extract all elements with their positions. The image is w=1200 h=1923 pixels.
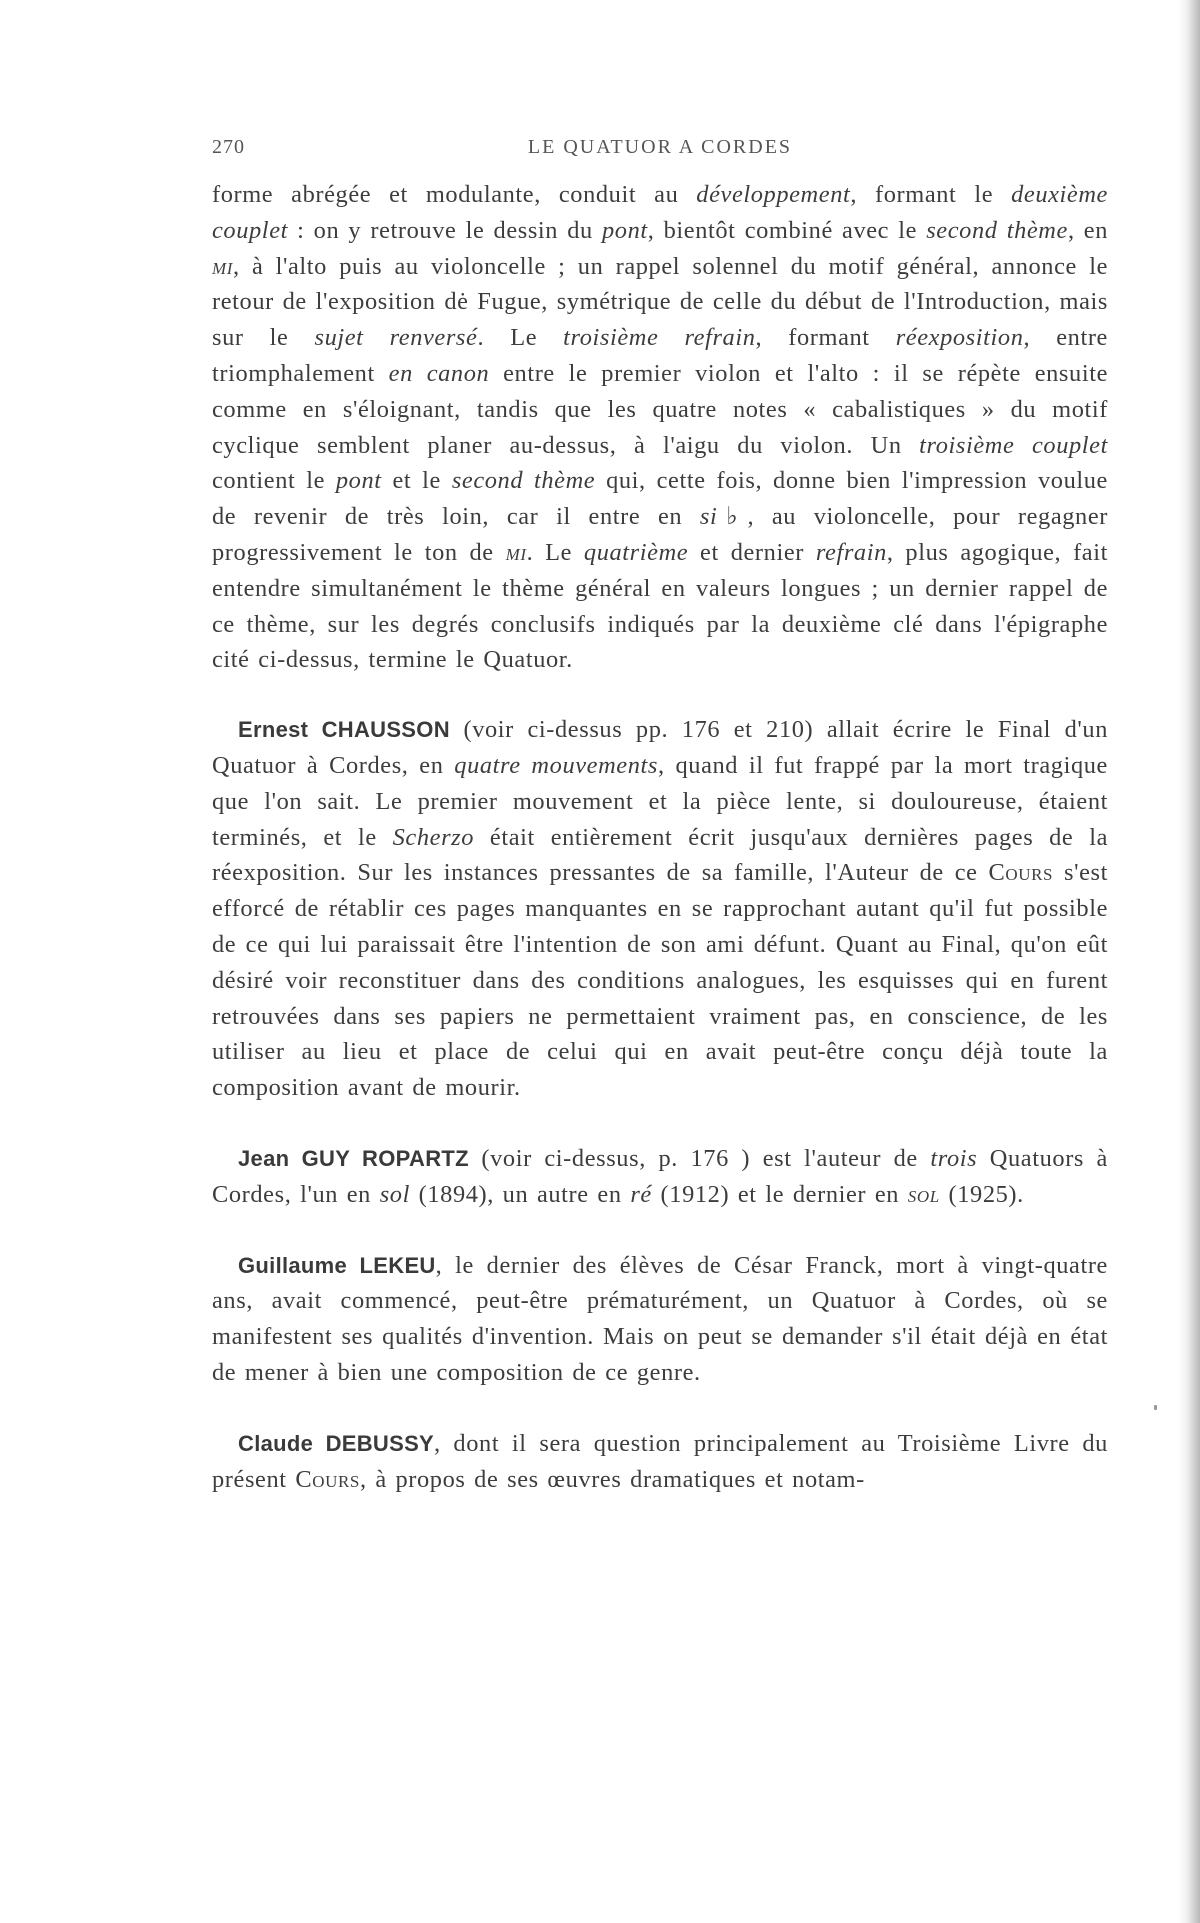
italic-term: Scherzo xyxy=(392,823,475,851)
italic-term: ré xyxy=(630,1180,652,1208)
text-run: entre le premier violon et l'alto : il se répète ensuite comme en s'éloignant, tandis que les quatre notes « cabalistiques » du motif cyclique semblent planer au-dessus, à l'aigu du violon. Un xyxy=(212,359,1109,459)
page-edge-shadow xyxy=(1178,0,1200,1923)
text-run: (voir ci-dessus pp. 176 et 210) allait écrire le Final d'un Quatuor à Cordes, en xyxy=(212,716,1109,779)
italic-term: quatre mouvements xyxy=(454,751,658,779)
paragraph-lekeu xyxy=(212,1248,1108,1391)
composer-name: Guillaume LEKEU xyxy=(238,1252,436,1278)
text-run: , le dernier des élèves de César Franck, mort à vingt-quatre ans, avait commencé, peut-être prématurément, un Quatuor à Cordes, où se manifestent ses qualités d'invention. Mais on peut se demander s'il était déjà en état de mener à bien une composition de ce genre. xyxy=(212,1251,1108,1386)
text-run: , en xyxy=(1067,216,1109,244)
italic-term: second thème xyxy=(926,216,1068,244)
key-name: mi xyxy=(505,538,527,566)
paragraph-chausson xyxy=(212,712,1108,1106)
italic-term: sol xyxy=(379,1180,410,1208)
italic-term: quatrième xyxy=(583,538,689,566)
text-run: , formant le xyxy=(850,181,1012,208)
text-run: , entre triomphalement xyxy=(212,324,1108,387)
key-name: sol xyxy=(907,1180,940,1208)
paragraph-debussy xyxy=(212,1426,1108,1498)
text-run: était entièrement écrit jusqu'aux dernières pages de la réexposition. Sur les instances pressantes de sa famille, l'Auteur de ce xyxy=(212,823,1109,887)
text-run: Quatuors à Cordes, l'un en xyxy=(212,1144,1108,1208)
italic-term: trois xyxy=(930,1144,978,1172)
italic-term: en canon xyxy=(388,359,490,387)
text-run: , formant xyxy=(755,324,896,352)
text-run: et dernier xyxy=(688,538,816,566)
italic-term: sujet renversé xyxy=(314,324,478,352)
margin-speck xyxy=(1154,1405,1157,1410)
text-run: qui, cette fois, donne bien l'impression voulue de revenir de très loin, car il entre en xyxy=(212,467,1108,531)
italic-term: refrain xyxy=(815,538,887,566)
text-run: , bientôt combiné avec le xyxy=(647,216,927,244)
text-run: (voir ci-dessus, p. 176 ) est l'auteur de xyxy=(468,1144,931,1172)
key-name: mi xyxy=(212,252,234,280)
small-caps-term: Cours xyxy=(988,859,1054,887)
composer-name: Jean GUY ROPARTZ xyxy=(238,1145,469,1171)
italic-term: troisième couplet xyxy=(919,431,1108,459)
italic-term: troisième refrain xyxy=(563,324,756,352)
text-run: , à l'alto puis au violoncelle ; un rappel solennel du motif général, annonce le retour de l'exposition dė Fugue, symétrique de celle du début de l'Introduction, mais sur le xyxy=(212,252,1108,352)
text-run: . Le xyxy=(526,538,584,566)
text-run: et le xyxy=(381,467,452,495)
text-run: (1925). xyxy=(939,1180,1024,1208)
composer-name: Claude DEBUSSY xyxy=(238,1430,435,1456)
italic-term: si♭ xyxy=(699,503,748,531)
text-run: : on y retrouve le dessin du xyxy=(288,216,602,244)
page-number: 270 xyxy=(212,136,245,158)
italic-term: développement xyxy=(696,181,851,208)
text-run: , quand il fut frappé par la mort tragique que l'on sait. Le premier mouvement et la pièce lente, si douloureuse, étaient terminés, et le xyxy=(212,751,1108,851)
italic-term: deuxième couplet xyxy=(212,181,1108,244)
running-title: LE QUATUOR A CORDES xyxy=(527,136,793,158)
text-run: , à propos de ses œuvres dramatiques et notam- xyxy=(359,1465,865,1493)
text-run: , au violoncelle, pour regagner progressivement le ton de xyxy=(212,503,1108,566)
italic-term: second thème xyxy=(451,467,596,495)
text-run: . Le xyxy=(477,324,564,352)
body-text xyxy=(212,177,1108,1497)
text-run: forme abrégée et modulante, conduit au xyxy=(212,181,697,208)
paragraph-guy-ropartz xyxy=(212,1141,1108,1213)
text-run: (1894), un autre en xyxy=(409,1180,631,1208)
italic-term: réexposition xyxy=(895,324,1024,352)
paragraph-quartet-analysis xyxy=(212,177,1108,678)
page-header xyxy=(212,136,1108,166)
italic-term: pont xyxy=(602,216,648,244)
text-run: contient le xyxy=(212,467,336,495)
italic-term: pont xyxy=(335,467,382,495)
composer-name: Ernest CHAUSSON xyxy=(238,717,450,743)
text-run: , plus agogique, fait entendre simultanément le thème général en valeurs longues ; un dernier rappel de ce thème, sur les degrés conclusifs indiqués par la deuxième clé dans l'épigraphe cité ci-dessus, termine le Quatuor. xyxy=(212,538,1108,674)
text-run: (1912) et le dernier en xyxy=(651,1180,908,1208)
text-run: s'est efforcé de rétablir ces pages manquantes en se rapprochant autant qu'il fut possible de ce qui lui paraissait être l'intention de son ami défunt. Quant au Final, qu'on eût désiré voir reconstituer dans des conditions analogues, les esquisses qui en furent retrouvées dans ses papiers ne permettaient vraiment pas, en conscience, de les utiliser au lieu et place de celui qui en avait peut-être conçu déjà toute la composition avant de mourir. xyxy=(212,859,1108,1102)
text-run: , dont il sera question principalement au Troisième Livre du présent xyxy=(212,1429,1108,1493)
small-caps-term: Cours xyxy=(295,1465,360,1493)
